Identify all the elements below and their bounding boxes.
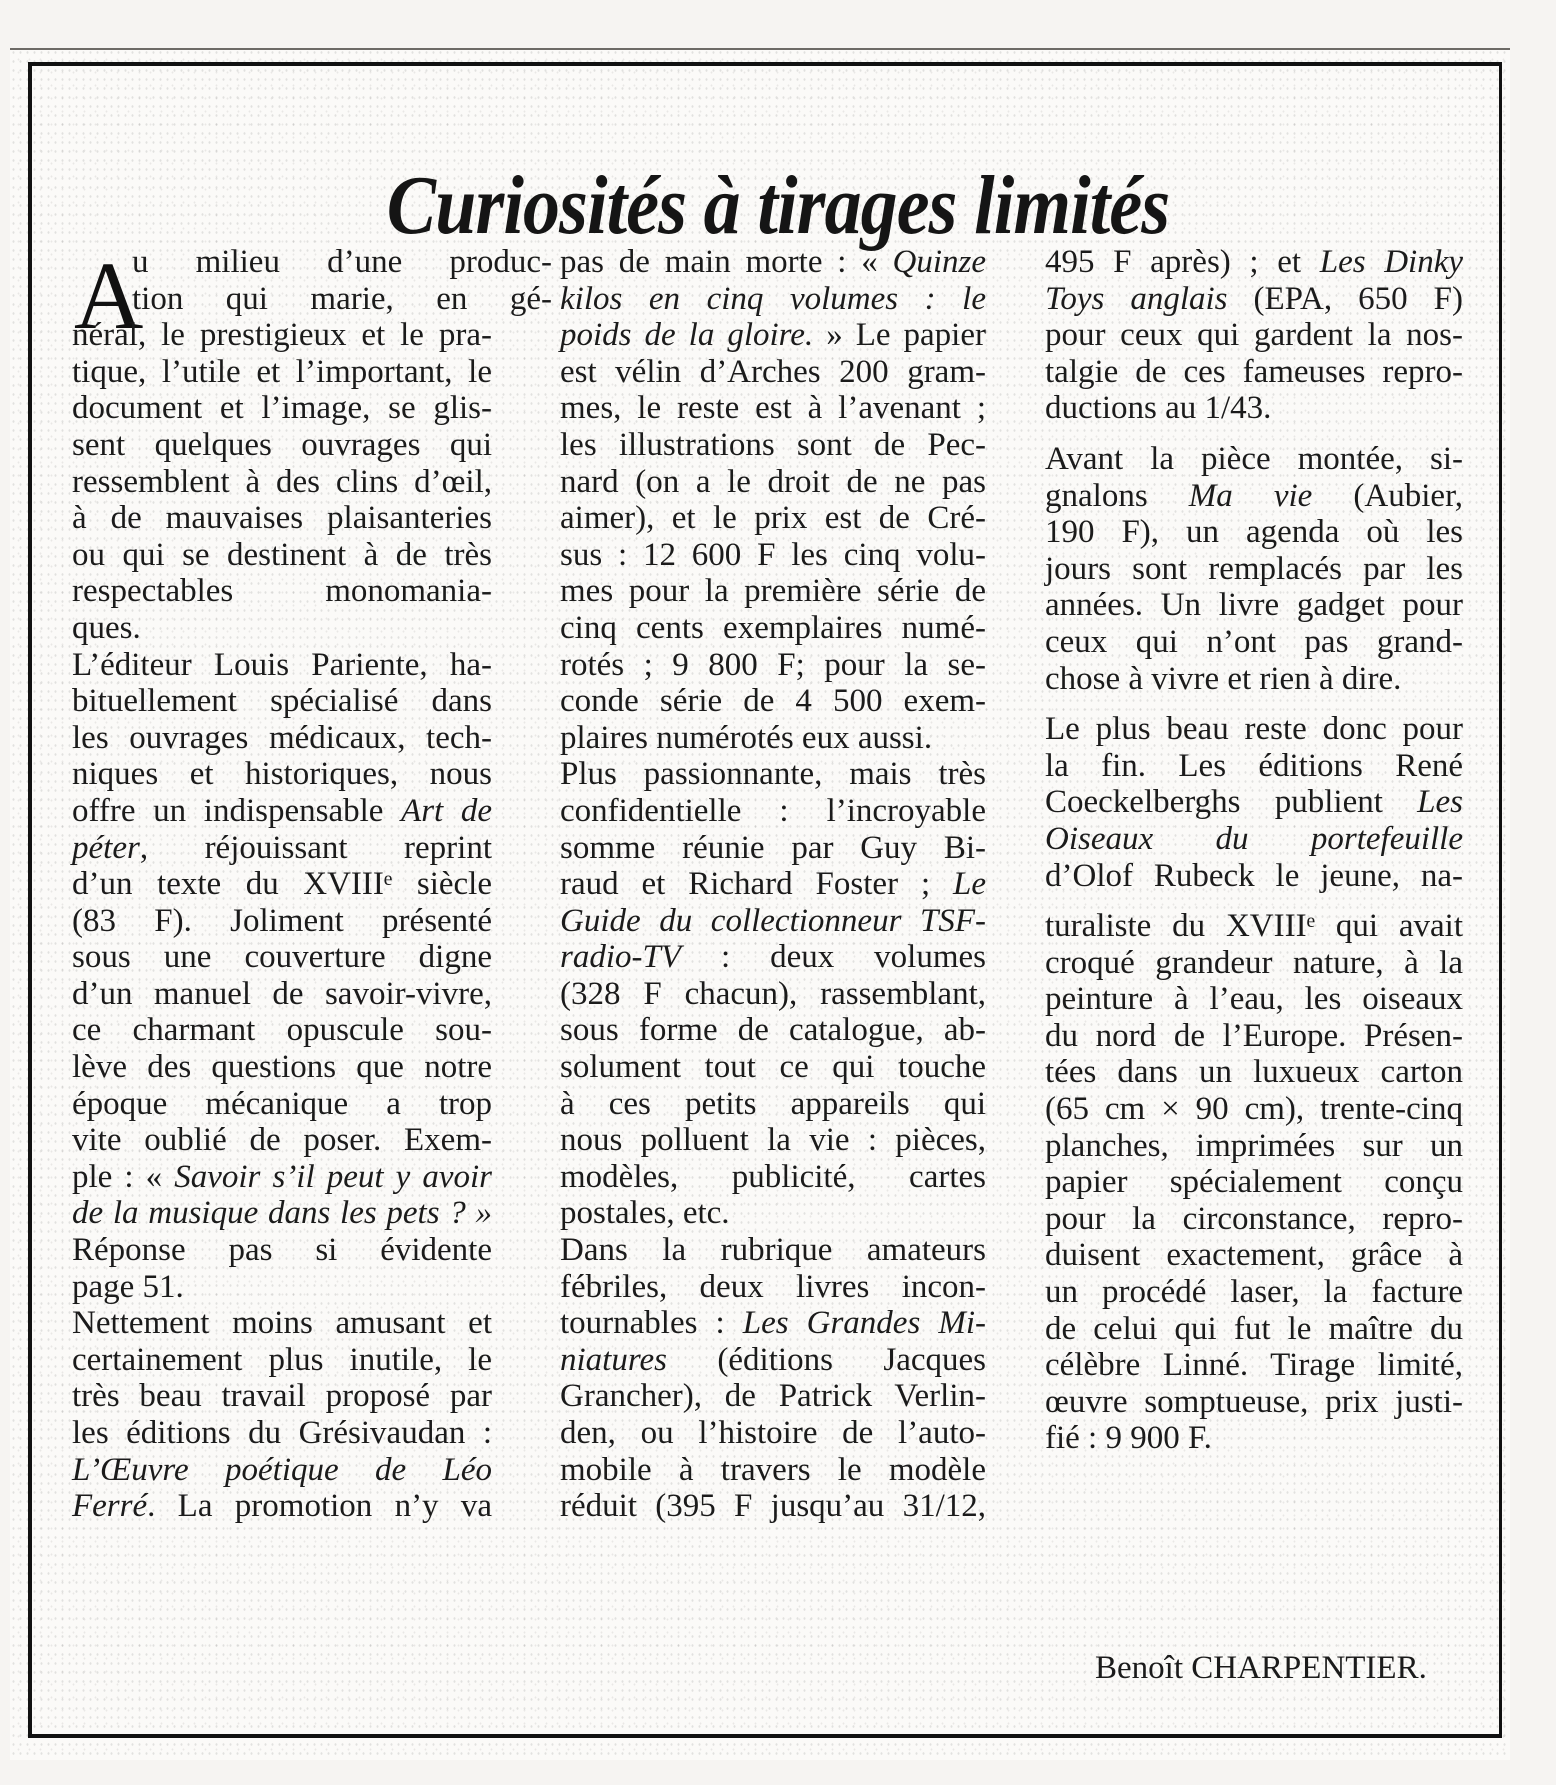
text-line bbox=[72, 354, 492, 391]
text-run: L’éditeur Louis Pariente, ha- bbox=[72, 646, 492, 683]
text-run: (65 cm × 90 cm), trente-cinq bbox=[1045, 1091, 1463, 1128]
text-run: pour ceux qui gardent la nos- bbox=[1045, 317, 1463, 354]
text-line bbox=[1045, 1347, 1463, 1384]
text-run: années. Un livre gadget pour bbox=[1045, 587, 1463, 624]
text-line bbox=[72, 537, 492, 574]
text-line bbox=[560, 1012, 986, 1049]
text-run: les éditions du Grésivaudan : bbox=[72, 1415, 492, 1451]
text-line bbox=[560, 1488, 986, 1525]
text-run: chose à vivre et rien à dire. bbox=[1045, 660, 1402, 697]
text-line bbox=[1045, 1164, 1463, 1201]
text-run: page 51. bbox=[72, 1268, 184, 1305]
text-line bbox=[1045, 1274, 1463, 1311]
text-line bbox=[72, 647, 492, 684]
text-run: nous polluent la vie : pièces, bbox=[560, 1122, 986, 1159]
text-run: mobile à travers le modèle bbox=[560, 1451, 986, 1488]
text-run: rotés ; 9 800 F; pour la se- bbox=[560, 646, 986, 683]
text-run: duisent exactement, grâce à bbox=[1045, 1237, 1463, 1274]
text-line bbox=[1045, 945, 1463, 982]
text-run: bituellement spécialisé dans bbox=[72, 683, 492, 720]
text-run: à de mauvaises plaisanteries bbox=[72, 500, 492, 537]
text-line bbox=[1045, 1311, 1463, 1348]
clipping-edge bbox=[10, 48, 1510, 50]
text-run: mes, le reste est à l’avenant ; bbox=[560, 390, 986, 427]
text-run: 190 F), un agenda où les bbox=[1045, 514, 1463, 551]
text-run: : deux volumes bbox=[681, 939, 986, 976]
text-run: d’Olof Rubeck le jeune, na- bbox=[1045, 857, 1463, 894]
text-run: sous une couverture digne bbox=[72, 939, 492, 976]
text-line bbox=[560, 1049, 986, 1086]
text-line bbox=[1045, 514, 1463, 551]
text-line bbox=[72, 1305, 492, 1342]
text-run: pour la circonstance, repro- bbox=[1045, 1200, 1463, 1237]
text-run: niques et historiques, nous bbox=[72, 756, 492, 793]
text-run: sous forme de catalogue, ab- bbox=[560, 1012, 986, 1049]
text-line bbox=[72, 427, 492, 464]
text-line bbox=[560, 830, 986, 867]
text-line bbox=[72, 573, 492, 610]
text-run: tournables : bbox=[560, 1305, 743, 1342]
italic-title: Toys anglais bbox=[1045, 280, 1228, 317]
text-line bbox=[1045, 1128, 1463, 1165]
italic-title: Guide du collectionneur TSF- bbox=[560, 902, 986, 939]
text-line bbox=[72, 793, 492, 830]
text-line bbox=[1045, 1201, 1463, 1238]
italic-title: Savoir s’il peut y avoir bbox=[174, 1158, 493, 1195]
text-line bbox=[1045, 748, 1463, 785]
text-line bbox=[560, 1452, 986, 1489]
text-line bbox=[72, 281, 552, 318]
text-run: raud et Richard Foster ; bbox=[560, 866, 953, 903]
italic-title: Ma vie bbox=[1188, 477, 1313, 514]
text-line bbox=[560, 427, 986, 464]
italic-title: Quinze bbox=[892, 244, 986, 280]
text-run: , réjouissant reprint bbox=[139, 829, 492, 866]
text-run: offre un indispensable bbox=[72, 792, 402, 829]
text-run: (EPA, 650 F) bbox=[1227, 280, 1463, 317]
text-run: planches, imprimées sur un bbox=[1045, 1127, 1463, 1164]
text-line bbox=[560, 354, 986, 391]
text-run: les ouvrages médicaux, tech- bbox=[72, 719, 492, 756]
text-run: (Aubier, bbox=[1312, 477, 1463, 514]
text-line bbox=[72, 1122, 492, 1159]
text-run: les illustrations sont de Pec- bbox=[560, 426, 986, 463]
text-line bbox=[1045, 661, 1463, 698]
italic-title: kilos en cinq volumes : le bbox=[560, 280, 986, 317]
text-run: un procédé laser, la facture bbox=[1045, 1274, 1463, 1311]
text-run: u milieu d’une produc- bbox=[132, 244, 552, 280]
text-run: mes pour la première série de bbox=[560, 573, 986, 610]
text-run: . La promotion n’y va bbox=[147, 1488, 492, 1525]
text-line bbox=[72, 756, 492, 793]
text-run: certainement plus inutile, le bbox=[72, 1341, 492, 1378]
text-line bbox=[560, 939, 986, 976]
text-run: Plus passionnante, mais très bbox=[560, 756, 986, 793]
article-title: Curiosités à tirages limités bbox=[386, 159, 1170, 253]
text-run: peinture à l’eau, les oiseaux bbox=[1045, 981, 1463, 1018]
italic-title: péter bbox=[72, 829, 140, 866]
italic-title: Les bbox=[1417, 784, 1463, 821]
text-line bbox=[72, 1415, 492, 1452]
text-run: très beau travail proposé par bbox=[72, 1378, 492, 1415]
italic-title: Ferré bbox=[72, 1488, 148, 1525]
text-run: à ces petits appareils qui bbox=[560, 1085, 986, 1122]
text-line bbox=[560, 1122, 986, 1159]
text-line bbox=[560, 866, 986, 903]
text-line bbox=[72, 1452, 492, 1489]
text-line bbox=[1045, 1018, 1463, 1055]
text-run: aimer), et le prix est de Cré- bbox=[560, 500, 986, 537]
text-line bbox=[72, 1269, 492, 1306]
text-run: de celui qui fut le maître du bbox=[1045, 1310, 1463, 1347]
text-run: ques. bbox=[72, 609, 141, 646]
text-run: document et l’image, se glis- bbox=[72, 390, 492, 427]
text-run: Grancher), de Patrick Verlin- bbox=[560, 1378, 986, 1415]
text-run: somme réunie par Guy Bi- bbox=[560, 829, 986, 866]
drop-cap: A bbox=[74, 242, 144, 349]
text-line bbox=[1045, 551, 1463, 588]
text-line bbox=[560, 903, 986, 940]
italic-title: Art de bbox=[401, 792, 492, 829]
italic-title: Le bbox=[953, 866, 986, 903]
text-run: ceux qui n’ont pas grand- bbox=[1045, 623, 1463, 660]
text-line bbox=[72, 866, 492, 903]
text-line bbox=[1045, 1091, 1463, 1128]
text-line bbox=[72, 1488, 492, 1525]
text-line bbox=[72, 683, 492, 720]
author-signature: Benoît CHARPENTIER. bbox=[1095, 1650, 1427, 1686]
text-run: (83 F). Joliment présenté bbox=[72, 902, 492, 939]
text-line bbox=[560, 317, 986, 354]
text-line bbox=[560, 720, 986, 757]
text-run: modèles, publicité, cartes bbox=[560, 1158, 986, 1195]
text-run: nard (on a le droit de ne pas bbox=[560, 463, 986, 500]
text-run: respectables monomania- bbox=[72, 573, 492, 610]
text-line bbox=[72, 1049, 492, 1086]
text-run: » Le papier bbox=[813, 317, 986, 354]
text-line bbox=[72, 1012, 492, 1049]
text-line bbox=[72, 1378, 492, 1415]
text-line bbox=[1045, 821, 1463, 858]
text-line bbox=[1045, 908, 1463, 945]
text-line bbox=[560, 464, 986, 501]
text-run: turaliste du XVIIIᵉ qui avait bbox=[1045, 908, 1463, 945]
text-run: Nettement moins amusant et bbox=[72, 1305, 492, 1342]
text-line bbox=[1045, 1420, 1463, 1457]
text-line bbox=[1045, 587, 1463, 624]
column-2 bbox=[560, 244, 986, 1525]
text-run: tion qui marie, en gé- bbox=[132, 280, 552, 317]
text-line bbox=[560, 1305, 986, 1342]
text-run: gnalons bbox=[1045, 477, 1189, 514]
text-line bbox=[560, 1415, 986, 1452]
text-line bbox=[72, 903, 492, 940]
text-run: talgie de ces fameuses repro- bbox=[1045, 353, 1463, 390]
text-line bbox=[1045, 858, 1463, 895]
text-run: Coeckelberghs publient bbox=[1045, 784, 1418, 821]
text-run: ductions au 1/43. bbox=[1045, 390, 1272, 427]
text-line bbox=[560, 610, 986, 647]
text-line bbox=[560, 793, 986, 830]
italic-title: niatures bbox=[560, 1341, 667, 1378]
text-run: conde série de 4 500 exem- bbox=[560, 683, 986, 720]
text-run: (328 F chacun), rassemblant, bbox=[560, 975, 986, 1012]
text-line bbox=[72, 500, 492, 537]
text-line bbox=[72, 720, 492, 757]
text-line bbox=[72, 390, 492, 427]
text-run: lève des questions que notre bbox=[72, 1049, 492, 1086]
italic-title: poids de la gloire. bbox=[560, 317, 814, 354]
text-run: papier spécialement conçu bbox=[1045, 1164, 1463, 1201]
italic-title: Les Grandes Mi- bbox=[742, 1305, 986, 1342]
text-line bbox=[560, 756, 986, 793]
text-run: pas de main morte : « bbox=[560, 244, 893, 280]
text-run: œuvre somptueuse, prix justi- bbox=[1045, 1383, 1463, 1420]
text-run: ou qui se destinent à de très bbox=[72, 536, 492, 573]
text-line bbox=[560, 573, 986, 610]
text-run: Avant la pièce montée, si- bbox=[1045, 440, 1463, 477]
text-run: 495 F après) ; et bbox=[1045, 244, 1320, 280]
text-line bbox=[72, 830, 492, 867]
italic-title: de la musique dans les pets ? » bbox=[72, 1195, 492, 1232]
text-line bbox=[560, 244, 986, 281]
italic-title: radio-TV bbox=[560, 939, 682, 976]
text-line bbox=[1045, 1237, 1463, 1274]
column-1 bbox=[72, 244, 552, 1525]
text-line bbox=[560, 500, 986, 537]
text-run: Réponse pas si évidente bbox=[72, 1232, 492, 1269]
text-run: ce charmant opuscule sou- bbox=[72, 1012, 492, 1049]
text-run: confidentielle : l’incroyable bbox=[560, 792, 986, 829]
text-run: fié : 9 900 F. bbox=[1045, 1420, 1212, 1457]
text-run: postales, etc. bbox=[560, 1195, 730, 1232]
text-line bbox=[1045, 784, 1463, 821]
text-line bbox=[1045, 390, 1463, 427]
text-run: réduit (395 F jusqu’au 31/12, bbox=[560, 1488, 986, 1525]
text-line bbox=[72, 1159, 492, 1196]
text-run: plaires numérotés eux aussi. bbox=[560, 719, 933, 756]
text-line bbox=[72, 464, 492, 501]
text-line bbox=[1045, 711, 1463, 748]
text-run: la fin. Les éditions René bbox=[1045, 747, 1463, 784]
text-run: tées dans un luxueux carton bbox=[1045, 1054, 1463, 1091]
text-run: jours sont remplacés par les bbox=[1045, 550, 1463, 587]
text-run: croqué grandeur nature, à la bbox=[1045, 944, 1463, 981]
text-line bbox=[1045, 317, 1463, 354]
text-line bbox=[1045, 624, 1463, 661]
italic-title: Les Dinky bbox=[1319, 244, 1464, 280]
text-line bbox=[1045, 441, 1463, 478]
text-line bbox=[560, 1195, 986, 1232]
text-line bbox=[560, 1342, 986, 1379]
text-line bbox=[72, 1342, 492, 1379]
text-line bbox=[1045, 1054, 1463, 1091]
text-line bbox=[560, 537, 986, 574]
text-line bbox=[1045, 981, 1463, 1018]
text-run: ple : « bbox=[72, 1158, 175, 1195]
text-run: vite oublié de poser. Exem- bbox=[72, 1122, 492, 1159]
text-line bbox=[72, 939, 492, 976]
text-line bbox=[1045, 354, 1463, 391]
text-line bbox=[72, 610, 492, 647]
italic-title: Oiseaux du portefeuille bbox=[1045, 820, 1463, 857]
column-3 bbox=[1045, 244, 1463, 1457]
text-line bbox=[1045, 244, 1463, 281]
text-run: fébriles, deux livres incon- bbox=[560, 1268, 986, 1305]
text-line bbox=[1045, 1384, 1463, 1421]
text-run: époque mécanique a trop bbox=[72, 1085, 492, 1122]
text-run: (éditions Jacques bbox=[666, 1341, 986, 1378]
text-line bbox=[560, 647, 986, 684]
text-line bbox=[560, 683, 986, 720]
text-line bbox=[72, 244, 552, 281]
text-run: d’un manuel de savoir-vivre, bbox=[72, 975, 492, 1012]
text-line bbox=[72, 1086, 492, 1123]
text-line bbox=[1045, 478, 1463, 515]
text-line bbox=[72, 1232, 492, 1269]
text-run: ressemblent à des clins d’œil, bbox=[72, 463, 492, 500]
text-line bbox=[560, 281, 986, 318]
text-line bbox=[1045, 281, 1463, 318]
text-run: célèbre Linné. Tirage limité, bbox=[1045, 1347, 1463, 1384]
text-line bbox=[560, 1378, 986, 1415]
text-line bbox=[560, 390, 986, 427]
text-run: Le plus beau reste donc pour bbox=[1045, 711, 1463, 748]
text-run: sus : 12 600 F les cinq volu- bbox=[560, 536, 986, 573]
text-run: cinq cents exemplaires numé- bbox=[560, 609, 986, 646]
text-run: Dans la rubrique amateurs bbox=[560, 1232, 986, 1269]
text-run: solument tout ce qui touche bbox=[560, 1049, 986, 1086]
text-run: d’un texte du XVIIIᵉ siècle bbox=[72, 866, 492, 903]
text-line bbox=[560, 976, 986, 1013]
text-line bbox=[560, 1086, 986, 1123]
text-line bbox=[560, 1159, 986, 1196]
text-run: du nord de l’Europe. Présen- bbox=[1045, 1017, 1463, 1054]
text-run: néral, le prestigieux et le pra- bbox=[72, 317, 492, 354]
italic-title: L’Œuvre poétique de Léo bbox=[72, 1451, 492, 1488]
text-run: tique, l’utile et l’important, le bbox=[72, 353, 492, 390]
text-line bbox=[72, 1195, 492, 1232]
text-line bbox=[560, 1269, 986, 1306]
text-run: den, ou l’histoire de l’auto- bbox=[560, 1415, 986, 1451]
text-line bbox=[72, 317, 492, 354]
text-line bbox=[560, 1232, 986, 1269]
text-line bbox=[72, 976, 492, 1013]
text-run: est vélin d’Arches 200 gram- bbox=[560, 353, 986, 390]
text-run: sent quelques ouvrages qui bbox=[72, 426, 492, 463]
